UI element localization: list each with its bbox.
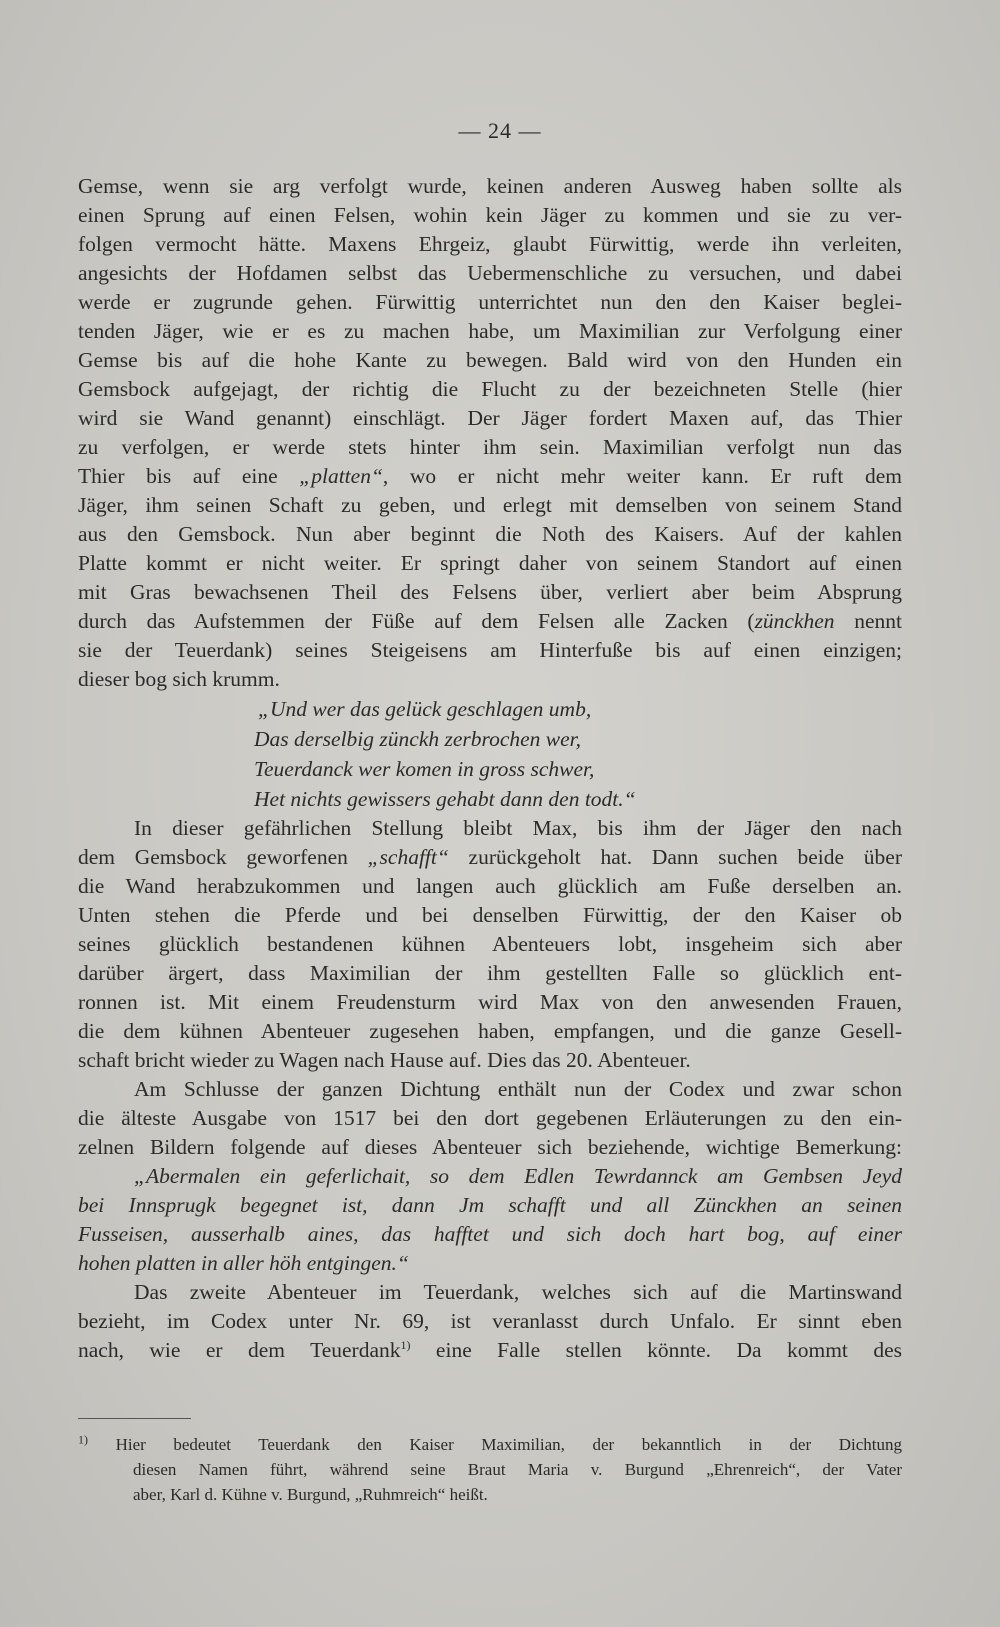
footnote-divider <box>78 1418 191 1419</box>
text-line: schaft bricht wieder zu Wagen nach Hause auf. Dies das 20. Abenteuer. <box>78 1048 691 1072</box>
text-line <box>78 462 902 491</box>
text-line: In dieser gefährlichen Stellung bleibt Max, bis ihm der Jäger den nach <box>134 816 902 840</box>
text-line: sie der Teuerdank) seines Steigeisens am Hinterfuße bis auf einen einzigen; <box>78 638 902 662</box>
text-line: darüber ärgert, dass Maximilian der ihm gestellten Falle so glücklich ent- <box>78 961 902 985</box>
footnote-line <box>78 1432 902 1457</box>
text-line: wird sie Wand genannt) einschlägt. Der Jäger fordert Maxen auf, das Thier <box>78 406 902 430</box>
text-line: Das zweite Abenteuer im Teuerdank, welches sich auf die Martinswand <box>134 1280 902 1304</box>
text-segment: zurückgeholt hat. Dann suchen beide über <box>448 845 902 869</box>
text-line: Platte kommt er nicht weiter. Er springt daher von seinem Standort auf einen <box>78 551 902 575</box>
text-segment: eine Falle stellen könnte. Da kommt des <box>410 1338 902 1362</box>
text-line: zu verfolgen, er werde stets hinter ihm sein. Maximilian verfolgt nun das <box>78 435 902 459</box>
text-line: mit Gras bewachsenen Theil des Felsens über, verliert aber beim Absprung <box>78 580 902 604</box>
text-segment: Thier bis auf eine <box>78 464 300 488</box>
verse-line: Het nichts gewissers gehabt dann den todt.“ <box>254 787 636 811</box>
text-line: Gemse bis auf die hohe Kante zu bewegen. Bald wird von den Hunden ein <box>78 348 902 372</box>
text-line: dieser bog sich krumm. <box>78 667 280 691</box>
text-line: zelnen Bildern folgende auf dieses Abenteuer sich beziehende, wichtige Bemerkung: <box>78 1135 902 1159</box>
text-line: folgen vermocht hätte. Maxens Ehrgeiz, glaubt Fürwittig, werde ihn verleiten, <box>78 232 902 256</box>
text-segment: dem Gemsbock geworfenen <box>78 845 368 869</box>
text-line: Am Schlusse der ganzen Dichtung enthält nun der Codex und zwar schon <box>134 1077 902 1101</box>
text-line: ronnen ist. Mit einem Freudensturm wird Max von den anwesenden Frauen, <box>78 990 902 1014</box>
text-line: Gemsbock aufgejagt, der richtig die Flucht zu der bezeichneten Stelle (hier <box>78 377 902 401</box>
italic-term: „schafft“ <box>367 845 449 869</box>
footnote-line: diesen Namen führt, während seine Braut Maria v. Burgund „Ehrenreich“, der Vater <box>133 1460 902 1479</box>
text-segment: , wo er nicht mehr weiter kann. Er ruft dem <box>382 464 902 488</box>
quote-line: bei Innsprugk begegnet ist, dann Jm schafft und all Zünckhen an seinen <box>78 1193 902 1217</box>
text-line: angesichts der Hofdamen selbst das Uebermenschliche zu versuchen, und dabei <box>78 261 902 285</box>
text-line: bezieht, im Codex unter Nr. 69, ist veranlasst durch Unfalo. Er sinnt eben <box>78 1309 902 1333</box>
text-line: Jäger, ihm seinen Schaft zu geben, und erlegt mit demselben von seinem Stand <box>78 493 902 517</box>
text-line: Unten stehen die Pferde und bei denselben Fürwittig, der den Kaiser ob <box>78 903 902 927</box>
footnote-text: Hier bedeutet Teuerdank den Kaiser Maximilian, der bekanntlich in der Dichtung <box>88 1435 902 1454</box>
main-text <box>78 172 902 1365</box>
text-line <box>78 843 902 872</box>
verse-line: Teuerdanck wer komen in gross schwer, <box>254 757 595 781</box>
page-number: — 24 — <box>458 118 542 143</box>
text-segment: nennt <box>834 609 902 633</box>
text-line: die Wand herabzukommen und langen auch glücklich am Fuße derselben an. <box>78 874 902 898</box>
text-line: die dem kühnen Abenteuer zugesehen haben, empfangen, und die ganze Gesell- <box>78 1019 902 1043</box>
quote-line: Fusseisen, ausserhalb aines, das hafftet und sich doch hart bog, auf einer <box>78 1222 902 1246</box>
text-line: aus den Gemsbock. Nun aber beginnt die Noth des Kaisers. Auf der kahlen <box>78 522 902 546</box>
text-line <box>78 1336 902 1365</box>
footnote <box>78 1432 902 1507</box>
footnote-marker: 1) <box>78 1432 88 1447</box>
text-segment: durch das Aufstemmen der Füße auf dem Felsen alle Zacken ( <box>78 609 755 633</box>
text-line: tenden Jäger, wie er es zu machen habe, um Maximilian zur Verfolgung einer <box>78 319 902 343</box>
verse-line: Das derselbig zünckh zerbrochen wer, <box>254 727 582 751</box>
quote-line: hohen platten in aller höh entgingen.“ <box>78 1251 409 1275</box>
text-line <box>78 607 902 636</box>
footnote-line: aber, Karl d. Kühne v. Burgund, „Ruhmreich“ heißt. <box>133 1485 488 1504</box>
text-line: die älteste Ausgabe von 1517 bei den dort gegebenen Erläuterungen zu den ein- <box>78 1106 902 1130</box>
footnote-reference: 1) <box>400 1337 411 1352</box>
text-line: werde er zugrunde gehen. Fürwittig unterrichtet nun den den Kaiser beglei- <box>78 290 902 314</box>
text-segment: nach, wie er dem Teuerdank <box>78 1338 401 1362</box>
text-line: Gemse, wenn sie arg verfolgt wurde, keinen anderen Ausweg haben sollte als <box>78 174 902 198</box>
verse-line: „Und wer das gelück geschlagen umb, <box>258 697 592 721</box>
quote-line: „Abermalen ein geferlichait, so dem Edlen Tewrdannck am Gembsen Jeyd <box>134 1164 902 1188</box>
italic-term: „platten“ <box>299 464 383 488</box>
text-line: seines glücklich bestandenen kühnen Abenteuers lobt, insgeheim sich aber <box>78 932 902 956</box>
italic-term: zünckhen <box>754 609 835 633</box>
text-line: einen Sprung auf einen Felsen, wohin kein Jäger zu kommen und sie zu ver- <box>78 203 902 227</box>
